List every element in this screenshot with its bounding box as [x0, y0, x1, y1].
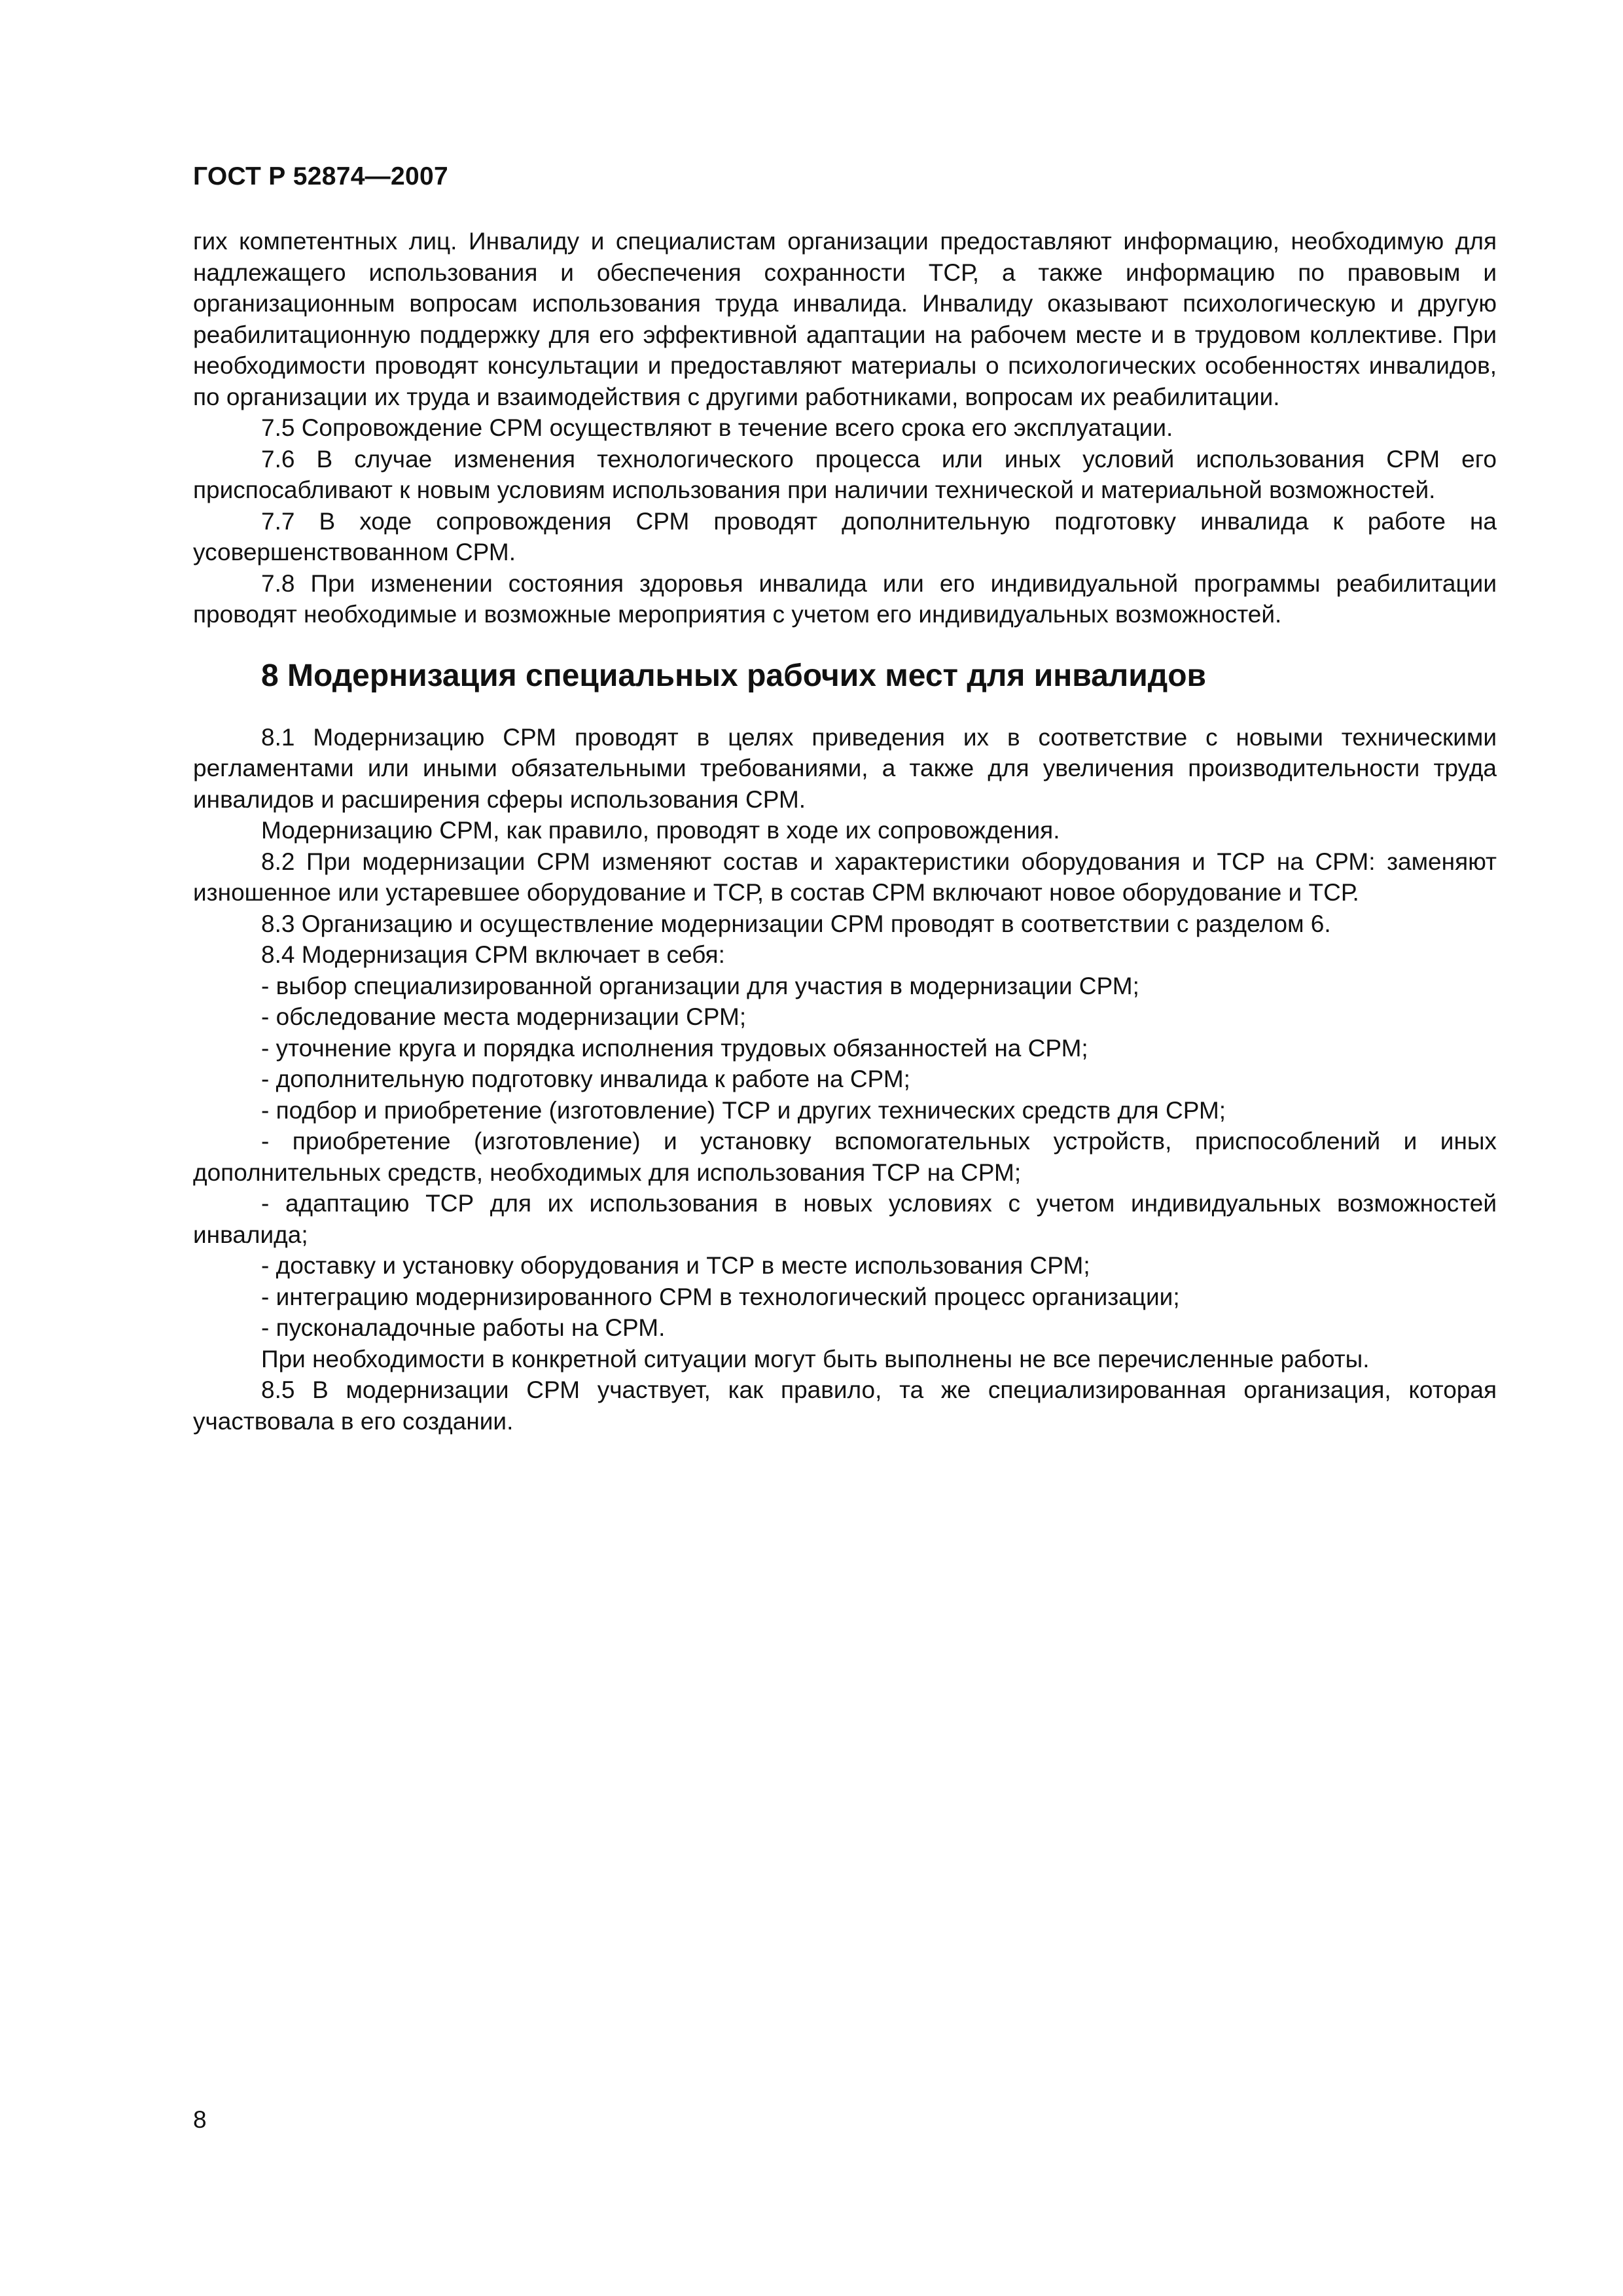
list-item: - адаптацию ТСР для их использования в новых условиях с учетом индивидуальных возможностей инвалида; [193, 1190, 1497, 1248]
document-header: ГОСТ Р 52874—2007 [193, 162, 448, 190]
paragraph-8-4: 8.4 Модернизация СРМ включает в себя: [261, 941, 725, 968]
paragraph-8-5: 8.5 В модернизации СРМ участвует, как правило, та же специализированная организация, которая участвовала в его создании. [193, 1376, 1497, 1435]
list-item: - подбор и приобретение (изготовление) ТСР и других технических средств для СРМ; [261, 1096, 1226, 1124]
list-item: - обследование места модернизации СРМ; [261, 1003, 747, 1030]
paragraph-8-2: 8.2 При модернизации СРМ изменяют состав и характеристики оборудования и ТСР на СРМ: заменяют изношенное или устаревшее оборудование и ТСР, в состав СРМ включают новое оборудование и ТСР. [193, 848, 1497, 906]
list-item: - выбор специализированной организации для участия в модернизации СРМ; [261, 972, 1139, 999]
paragraph-8-1-note: Модернизацию СРМ, как правило, проводят в ходе их сопровождения. [261, 817, 1060, 844]
section-heading: 8 Модернизация специальных рабочих мест для инвалидов [261, 658, 1207, 693]
list-item: - уточнение круга и порядка исполнения трудовых обязанностей на СРМ; [261, 1034, 1088, 1062]
list-item: - дополнительную подготовку инвалида к работе на СРМ; [261, 1066, 910, 1092]
paragraph-8-1: 8.1 Модернизацию СРМ проводят в целях приведения их в соответствие с новыми техническими регламентами или иными обязательными требованиями, а также для увеличения производительности труда инвалидов и расширения сферы использования СРМ. [193, 723, 1497, 813]
paragraph-7-7: 7.7 В ходе сопровождения СРМ проводят дополнительную подготовку инвалида к работе на усовершенствованном СРМ. [193, 507, 1497, 565]
document-body [193, 226, 1497, 1437]
list-item: - приобретение (изготовление) и установку вспомогательных устройств, приспособлений и иных дополнительных средств, необходимых для использования ТСР на СРМ; [193, 1128, 1497, 1186]
paragraph-note: При необходимости в конкретной ситуации могут быть выполнены не все перечисленные работы. [261, 1345, 1370, 1372]
paragraph-continuation: гих компетентных лиц. Инвалиду и специалистам организации предоставляют информацию, необходимую для надлежащего использования и обеспечения сохранности ТСР, а также информацию по правовым и организационным вопросам использования труда инвалида. Инвалиду оказывают психологическую и другую реабилитационную поддержку для его эффективной адаптации на рабочем месте и в трудовом коллективе. При необходимости проводят консультации и предоставляют материалы о психологических особенностях инвалидов, по организации их труда и взаимодействия с другими работниками, вопросам их реабилитации. [193, 228, 1497, 410]
list-item: - интеграцию модернизированного СРМ в технологический процесс организации; [261, 1283, 1180, 1310]
list-item: - доставку и установку оборудования и ТСР в месте использования СРМ; [261, 1252, 1090, 1279]
page-number: 8 [193, 2106, 207, 2133]
list-item: - пусконаладочные работы на СРМ. [261, 1314, 666, 1341]
paragraph-7-5: 7.5 Сопровождение СРМ осуществляют в течение всего срока его эксплуатации. [261, 414, 1173, 441]
paragraph-8-3: 8.3 Организацию и осуществление модернизации СРМ проводят в соответствии с разделом 6. [261, 910, 1331, 937]
paragraph-7-6: 7.6 В случае изменения технологического процесса или иных условий использования СРМ его приспосабливают к новым условиям использования при наличии технической и материальной возможностей. [193, 445, 1497, 503]
paragraph-7-8: 7.8 При изменении состояния здоровья инвалида или его индивидуальной программы реабилитации проводят необходимые и возможные мероприятия с учетом его индивидуальных возможностей. [193, 569, 1497, 628]
